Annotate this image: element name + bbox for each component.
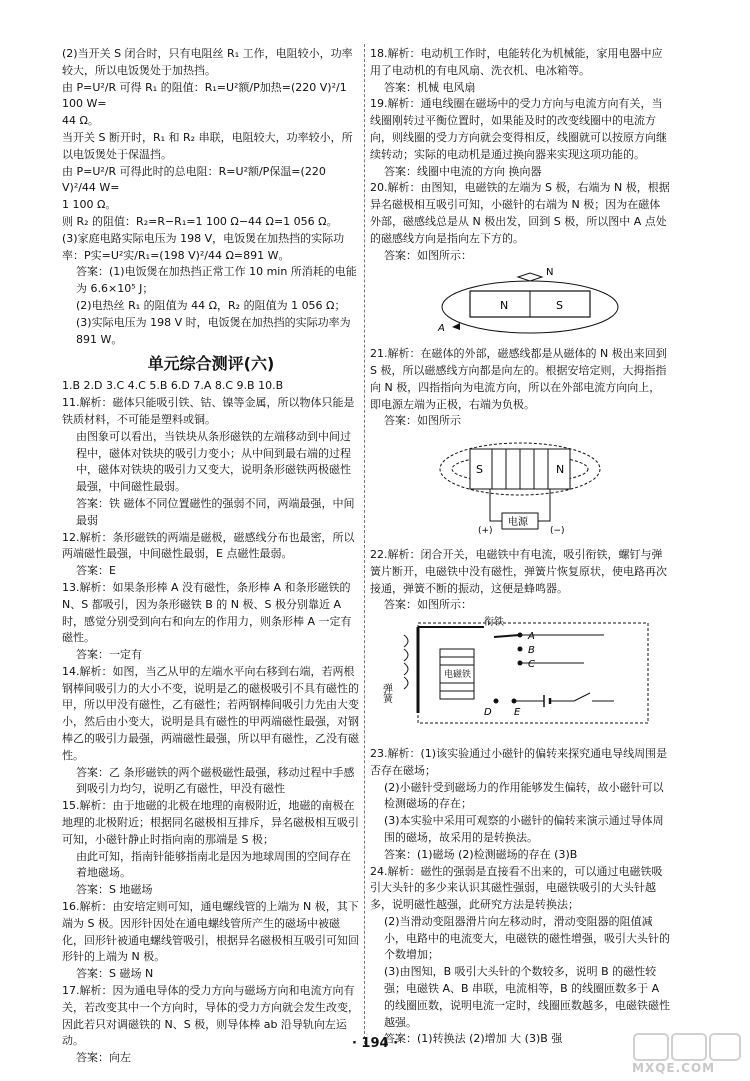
switch-icon [574, 693, 590, 701]
text-line: 1 100 Ω。 [62, 198, 117, 212]
section-title: 单元综合测评(六) [147, 354, 275, 374]
text-line: (2)小磁针受到磁场力的作用能够发生偏转，故小磁针可以检测磁场的存在； [384, 780, 664, 811]
fig2-label-s: S [476, 463, 483, 477]
fig3-label-d: D [484, 707, 492, 719]
text-line: 14.解析：如图，当乙从甲的左端水平向右移到右端，若两根钢棒间吸引力的大小不变，说明是乙的磁极吸引不具有磁性的甲，所以甲没有磁性，乙有磁性；若两钢棒间吸引力先由大变小，然后由小变大，说明是具有磁性的甲两端磁性最强，对钢棒乙的吸引力最强，两端磁性最强，所以甲有磁性，乙没有磁性。 [62, 664, 359, 762]
text-line: 答案：E [76, 564, 116, 578]
fig3-label-magnet: 电磁铁 [444, 670, 472, 681]
text-line: 答案：向左 [76, 1051, 131, 1065]
text-line: (3)本实验中采用可观察的小磁针的偏转来演示通过导体周围的磁场，故采用的是转换法。 [384, 814, 664, 844]
figure-solenoid-source [430, 433, 610, 538]
text-line: 11.解析：磁体只能吸引铁、钴、镍等金属，所以物体只能是铁质材料，不可能是塑料或铜。 [62, 396, 355, 426]
text-line: (3)实际电压为 198 V 时，电饭煲在加热挡的实际功率为 891 W。 [76, 315, 351, 346]
column-divider [364, 44, 365, 1044]
figure-fig2 [370, 433, 670, 544]
figure-fig3 [370, 617, 670, 743]
text-line: 答案：S 磁场 N [76, 967, 154, 981]
text-line: 由此可知，指南针能够指南北是因为地球周围的空间存在着地磁场。 [76, 849, 351, 880]
text-line: 13.解析：如果条形棒 A 没有磁性，条形棒 A 和条形磁铁的 N、S 都吸引，因为条形磁铁 B 的 N 极、S 极分别靠近 A 时，感觉分别受到向右和向左的作用力，则条形棒 A 一定有磁性。 [62, 580, 352, 645]
text-line: 12.解析：条形磁铁的两端是磁极，磁感线分布也最密，所以两端磁性最强，中间磁性最弱，E 点磁性最弱。 [62, 530, 355, 561]
figure-fig1 [370, 267, 670, 343]
text-line: (2)当滑动变阻器滑片向左移动时，滑动变阻器的阻值减小，电路中的电流变大，电磁铁的磁性增强，吸引大头针的个数增加； [384, 914, 670, 962]
text-line: 20.解析：由图知，电磁铁的左端为 S 极，右端为 N 极，根据异名磁极相互吸引可知，小磁针的右端为 N 极；因为在磁体外部，磁感线总是从 N 极出发，回到 S 极，所以图中 A 点处的磁感线方向是指向左下方的。 [370, 181, 670, 245]
text-line: 由图象可以看出，当铁块从条形磁铁的左端移动到中间过程中，磁体对铁块的吸引力变小；从中间到最右端的过程中，磁体对铁块的吸引力又变大，说明条形磁铁两极磁性最强，中间磁性最弱。 [76, 429, 351, 494]
text-line: 21.解析：在磁体的外部，磁感线都是从磁体的 N 极出来回到 S 极，所以磁感线方向都是向左的。根据安培定则，大拇指指向 N 极，四指指向为电流方向，所以在外部电流方向向上，即电源左端为正极，右端为负极。 [370, 347, 667, 411]
text-line: 44 Ω。 [62, 114, 99, 128]
page-number: · 194 · [351, 1036, 399, 1051]
fig3-label-a: A [528, 631, 535, 643]
text-line: 16.解析：由安培定则可知，通电螺线管的上端为 N 极，其下端为 S 极。因形针因处在通电螺线管所产生的磁场中被磁化，回形针被通电螺线管吸引，根据异名磁极相互吸引可知回形针的上端为 N 极。 [62, 900, 359, 964]
field-arrow-icon [452, 323, 460, 330]
fig1-label-a: A [438, 323, 445, 335]
text-line: 22.解析：闭合开关，电磁铁中有电流，吸引衔铁，螺钉与弹簧片断开，电磁铁中没有磁性，弹簧片恢复原状，使电路再次接通，弹簧不断的振动，这便是蜂鸣器。 [370, 547, 667, 595]
right-column [370, 46, 670, 1048]
text-line: 答案：(1)电饭煲在加热挡正常工作 10 min 所消耗的电能为 6.6×10⁵ J； [76, 265, 357, 296]
text-line: 由 P=U²/R 可得 R₁ 的阻值：R₁=U²额/P加热=(220 V)²/1 100 W= [62, 80, 347, 111]
fig3-label-e: E [514, 707, 521, 719]
text-line: (3)家庭电路实际电压为 198 V，电饭煲在加热挡的实际功率：P实=U²实/R₁=(198 V)²/44 Ω=891 W。 [62, 231, 345, 262]
fig2-label-plus: (+) [478, 526, 493, 537]
fig2-label-minus: (−) [550, 526, 565, 537]
fig2-label-source: 电源 [508, 517, 528, 529]
text-line: 答案：(1)转换法 (2)增加 大 (3)B 强 [384, 1032, 563, 1046]
left-column [62, 46, 360, 1067]
text-line: 24.解析：磁性的强弱是直接看不出来的，可以通过电磁铁吸引大头针的多少来认识其磁性强弱，电磁铁吸引的大头针越多，说明磁性越强，此研究方法是转换法； [370, 864, 663, 912]
fig3-label-spring: 弹簧 [380, 683, 392, 704]
text-line: (3)由图知，B 吸引大头针的个数较多，说明 B 的磁性较强；电磁铁 A、B 串联，电流相等，B 的线圈匝数多于 A 的线圈匝数，说明电流一定时，线圈匝数越多，电磁铁磁性越强。 [384, 965, 670, 1029]
text-line: 答案：如图所示 [384, 414, 461, 428]
text-line: 由 P=U²/R 可得此时的总电阻：R=U²额/P保温=(220 V)²/44 W= [62, 164, 326, 195]
text-line: 18.解析：电动机工作时，电能转化为机械能，家用电器中应用了电动机的有电风扇、洗衣机、电冰箱等。 [370, 47, 663, 77]
text-line: 答案：线圈中电流的方向 换向器 [384, 164, 542, 178]
fig2-label-n: N [556, 463, 565, 477]
text-line: 答案：乙 条形磁铁的两个磁极磁性最强，移动过程中手感到吸引力均匀，说明乙有磁性，甲没有磁性 [76, 765, 355, 796]
fig3-label-c: C [528, 659, 535, 671]
figure-buzzer-circuit [380, 617, 654, 737]
text-line: 15.解析：由于地磁的北极在地理的南极附近，地磁的南极在地理的北极附近；根据同名磁极相互排斥，异名磁极相互吸引可知，小磁针静止时指向南的那端是 S 极； [62, 799, 359, 846]
text-line: (2)电热丝 R₁ 的阻值为 44 Ω，R₂ 的阻值为 1 056 Ω； [76, 298, 346, 312]
text-line: 1.B 2.D 3.C 4.C 5.B 6.D 7.A 8.C 9.B 10.B [62, 379, 284, 393]
text-line: 当开关 S 断开时，R₁ 和 R₂ 串联，电阻较大，功率较小，所以电饭煲处于保温挡。 [62, 130, 353, 161]
text-line: 17.解析：因为通电导体的受力方向与磁场方向和电流方向有关，若改变其中一个方向时，导体的受力方向就会发生改变，因此若只对调磁铁的 N、S 极，则导体棒 ab 沿导轨向左运动。 [62, 984, 359, 1048]
text-line: 答案：如图所示： [384, 598, 472, 612]
compass-needle [518, 273, 542, 281]
text-line: 答案：S 地磁场 [76, 883, 153, 897]
text-line: 答案：(1)磁场 (2)检测磁场的存在 (3)B [384, 847, 578, 861]
text-line: 则 R₂ 的阻值：R₂=R−R₁=1 100 Ω−44 Ω=1 056 Ω。 [62, 214, 338, 228]
text-line: (2)当开关 S 闭合时，只有电阻丝 R₁ 工作，电阻较小，功率较大，所以电饭煲处于加热挡。 [62, 47, 353, 77]
fig1-label-n2: N [546, 267, 554, 279]
text-line: 23.解析：(1)该实验通过小磁针的偏转来探究通电导线周围是否存在磁场； [370, 746, 668, 777]
text-line: 答案：如图所示： [384, 248, 472, 262]
fig1-label-n: N [500, 299, 509, 313]
text-line: 答案：一定有 [76, 648, 142, 662]
spring-coil [404, 635, 408, 689]
fig3-label-b: B [528, 645, 535, 657]
watermark-url: MXQE.COM [632, 1061, 716, 1075]
text-line: 19.解析：通电线圈在磁场中的受力方向与电流方向有关，当线圈刚转过平衡位置时，如果能及时的改变线圈中的电流方向，则线圈的受力方向就会变得相反，线圈就可以按原方向继续转动；实际的电动机是通过换向器来实现这项功能的。 [370, 97, 667, 161]
text-line: 答案：铁 磁体不同位置磁性的强弱不同，两端最强，中间最弱 [76, 496, 355, 527]
fig3-label-armature: 衔铁 [484, 617, 504, 629]
fig1-label-s: S [556, 299, 563, 313]
figure-electromagnet-compass [430, 267, 630, 337]
text-line: 答案：机械 电风扇 [384, 80, 476, 94]
